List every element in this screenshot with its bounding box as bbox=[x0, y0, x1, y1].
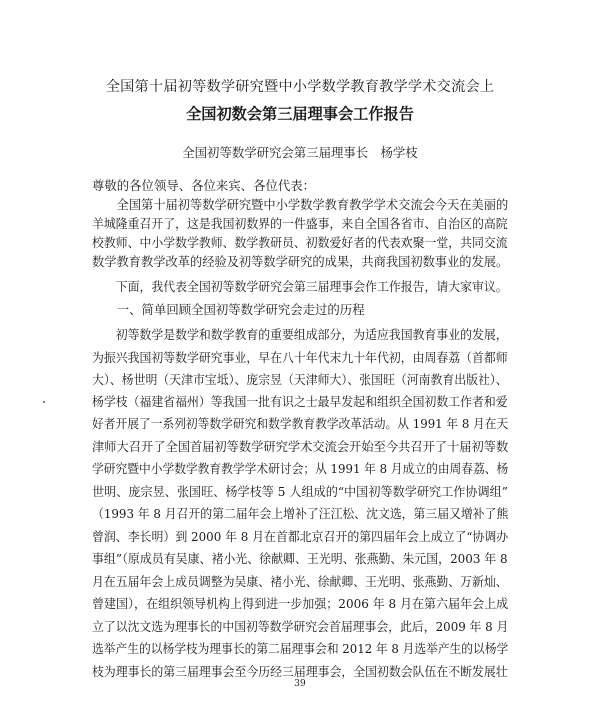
body-line: 津师大召开了全国首届初等数学研究学术交流会开始至今共召开了十届初等数 bbox=[92, 439, 509, 454]
body-line: 数学教育教学改革的经验及初等数学研究的成果，共商我国初数事业的发展。 bbox=[92, 254, 509, 269]
section-heading: 一、简单回顾全国初等数学研究会走过的历程 bbox=[92, 302, 365, 317]
body-line: 好者开展了一系列初等数学研究和数学教育教学改革活动。从 1991 年 8 月在天 bbox=[92, 416, 509, 431]
body-line: 曾建国），在组织领导机构上得到进一步加强；2006 年 8 月在第六届年会上成 bbox=[92, 596, 509, 611]
body-line: 下面，我代表全国初等数学研究会第三届理事会作工作报告，请大家审议。 bbox=[92, 279, 508, 294]
body-line: 杨学枝（福建省福州）等我国一批有识之士最早发起和组织全国初数工作者和爱 bbox=[92, 394, 508, 409]
body-line: 为振兴我国初等数学研究事业，早在八十年代末九十年代初，由周春荔（首都师 bbox=[92, 350, 508, 365]
body-line: 校教师、中小学数学教师、数学教研员、初数爱好者的代表欢聚一堂，共同交流 bbox=[92, 235, 508, 250]
body-line: 羊城隆重召开了，这是我国初数界的一件盛事，来自全国各省市、自治区的高院 bbox=[92, 216, 508, 231]
body-line: 全国第十届初等数学研究暨中小学数学教育教学学术交流会今天在美丽的 bbox=[92, 197, 509, 212]
body-line: （1993 年 8 月召开的第二届年会上增补了汪江松、沈文选，第三届又增补了熊 bbox=[92, 506, 509, 521]
body-line: 枝为理事长的第三届理事会至今历经三届理事会，全国初数会队伍在不断发展壮 bbox=[92, 664, 508, 679]
body-line: 初等数学是数学和数学教育的重要组成部分，为适应我国教育事业的发展， bbox=[92, 327, 508, 342]
greeting-line: 尊敬的各位领导、各位来宾、各位代表： bbox=[92, 178, 316, 193]
conference-title: 全国第十届初等数学研究暨中小学数学教育教学学术交流会上 bbox=[105, 79, 495, 95]
report-title: 全国初数会第三届理事会工作报告 bbox=[186, 105, 414, 123]
body-line: 选举产生的以杨学枝为理事长的第二届理事会和 2012 年 8 月选举产生的以杨学 bbox=[92, 641, 509, 656]
body-line: 学研究暨中小学数学教育教学学术研讨会；从 1991 年 8 月成立的由周春荔、杨 bbox=[92, 461, 509, 476]
author-line: 全国初等数学研究会第三届理事长 杨学枝 bbox=[182, 145, 418, 160]
body-line: 事组”（原成员有吴康、褚小光、徐献卿、王光明、张燕勤、朱元国，2003 年 8 bbox=[92, 551, 508, 566]
body-line: 月在五届年会上成员调整为吴康、褚小光、徐献卿、王光明、张燕勤、万新灿、 bbox=[92, 574, 508, 589]
body-line: 世明、庞宗昱、张国旺、杨学枝等 5 人组成的“中国初等数学研究工作协调组” bbox=[92, 484, 508, 499]
body-line: 大）、杨世明（天津市宝坻）、庞宗昱（天津师大）、张国旺（河南教育出版社）、 bbox=[92, 372, 508, 387]
body-line: 曾润、李长明）到 2000 年 8 月在首都北京召开的第四届年会上成立了“协调办 bbox=[92, 529, 509, 544]
scan-speck bbox=[43, 401, 45, 403]
body-line: 立了以沈文选为理事长的中国初等数学研究会首届理事会，此后，2009 年 8 月 bbox=[92, 619, 509, 634]
page-number: 39 bbox=[294, 679, 306, 689]
